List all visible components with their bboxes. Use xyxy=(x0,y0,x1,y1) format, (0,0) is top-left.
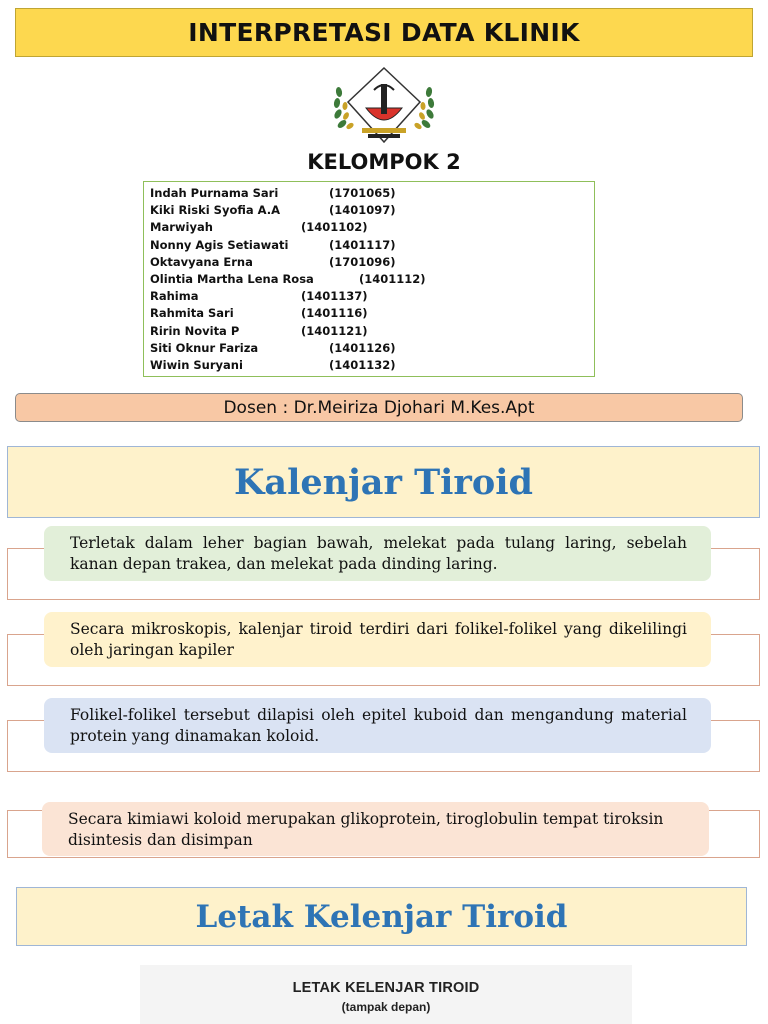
member-id: (1401112) xyxy=(359,271,426,286)
member-id: (1401132) xyxy=(329,357,396,372)
member-row xyxy=(150,341,594,358)
member-row xyxy=(150,358,594,375)
info-card-colloid: Secara kimiawi koloid merupakan glikoprotein, tiroglobulin tempat tiroksin disintesis dan disimpan xyxy=(42,802,709,856)
member-id: (1401126) xyxy=(329,340,396,355)
member-name: Ririn Novita P xyxy=(150,323,240,338)
member-row xyxy=(150,186,594,203)
figure-subtitle: (tampak depan) xyxy=(341,1000,431,1014)
member-name: Siti Oknur Fariza xyxy=(150,340,259,355)
member-name: Wiwin Suryani xyxy=(150,357,243,372)
member-name: Oktavyana Erna xyxy=(150,254,253,269)
member-id: (1401102) xyxy=(301,220,368,235)
info-card-follicle: Folikel-folikel tersebut dilapisi oleh epitel kuboid dan mengandung material protein yang dinamakan koloid. xyxy=(44,698,711,753)
info-card-microscopic: Secara mikroskopis, kalenjar tiroid terdiri dari folikel-folikel yang dikelilingi oleh jaringan kapiler xyxy=(44,612,711,667)
member-name: Marwiyah xyxy=(150,220,213,235)
group-heading: KELOMPOK 2 xyxy=(307,150,461,174)
member-id: (1401116) xyxy=(301,306,368,321)
member-name: Kiki Riski Syofia A.A xyxy=(150,203,281,218)
member-id: (1701096) xyxy=(329,254,396,269)
title-bar xyxy=(15,8,753,57)
member-row xyxy=(150,272,594,289)
member-id: (1401121) xyxy=(301,323,368,338)
figure-title: LETAK KELENJAR TIROID xyxy=(292,980,480,996)
member-name: Indah Purnama Sari xyxy=(150,186,279,200)
member-id: (1401117) xyxy=(329,237,396,252)
member-row xyxy=(150,324,594,341)
member-row xyxy=(150,220,594,237)
member-name: Rahima xyxy=(150,289,199,304)
member-list xyxy=(143,181,595,377)
member-name: Rahmita Sari xyxy=(150,306,234,321)
section-title-letak-kelenjar-tiroid: Letak Kelenjar Tiroid xyxy=(16,887,747,946)
lecturer-bar: Dosen : Dr.Meiriza Djohari M.Kes.Apt xyxy=(15,393,743,422)
info-card-location: Terletak dalam leher bagian bawah, melekat pada tulang laring, sebelah kanan depan trakea, dan melekat pada dinding laring. xyxy=(44,526,711,581)
member-row xyxy=(150,289,594,306)
member-name: Olintia Martha Lena Rosa xyxy=(150,271,314,286)
university-emblem-icon xyxy=(322,62,446,150)
page-title: INTERPRETASI DATA KLINIK xyxy=(188,18,580,47)
member-row xyxy=(150,203,594,220)
member-id: (1401137) xyxy=(301,289,368,304)
member-row xyxy=(150,238,594,255)
member-name: Nonny Agis Setiawati xyxy=(150,237,289,252)
member-id: (1701065) xyxy=(329,186,396,200)
member-row xyxy=(150,255,594,272)
member-id: (1401097) xyxy=(329,203,396,218)
section-title-kalenjar-tiroid: Kalenjar Tiroid xyxy=(7,446,760,518)
member-row xyxy=(150,306,594,323)
